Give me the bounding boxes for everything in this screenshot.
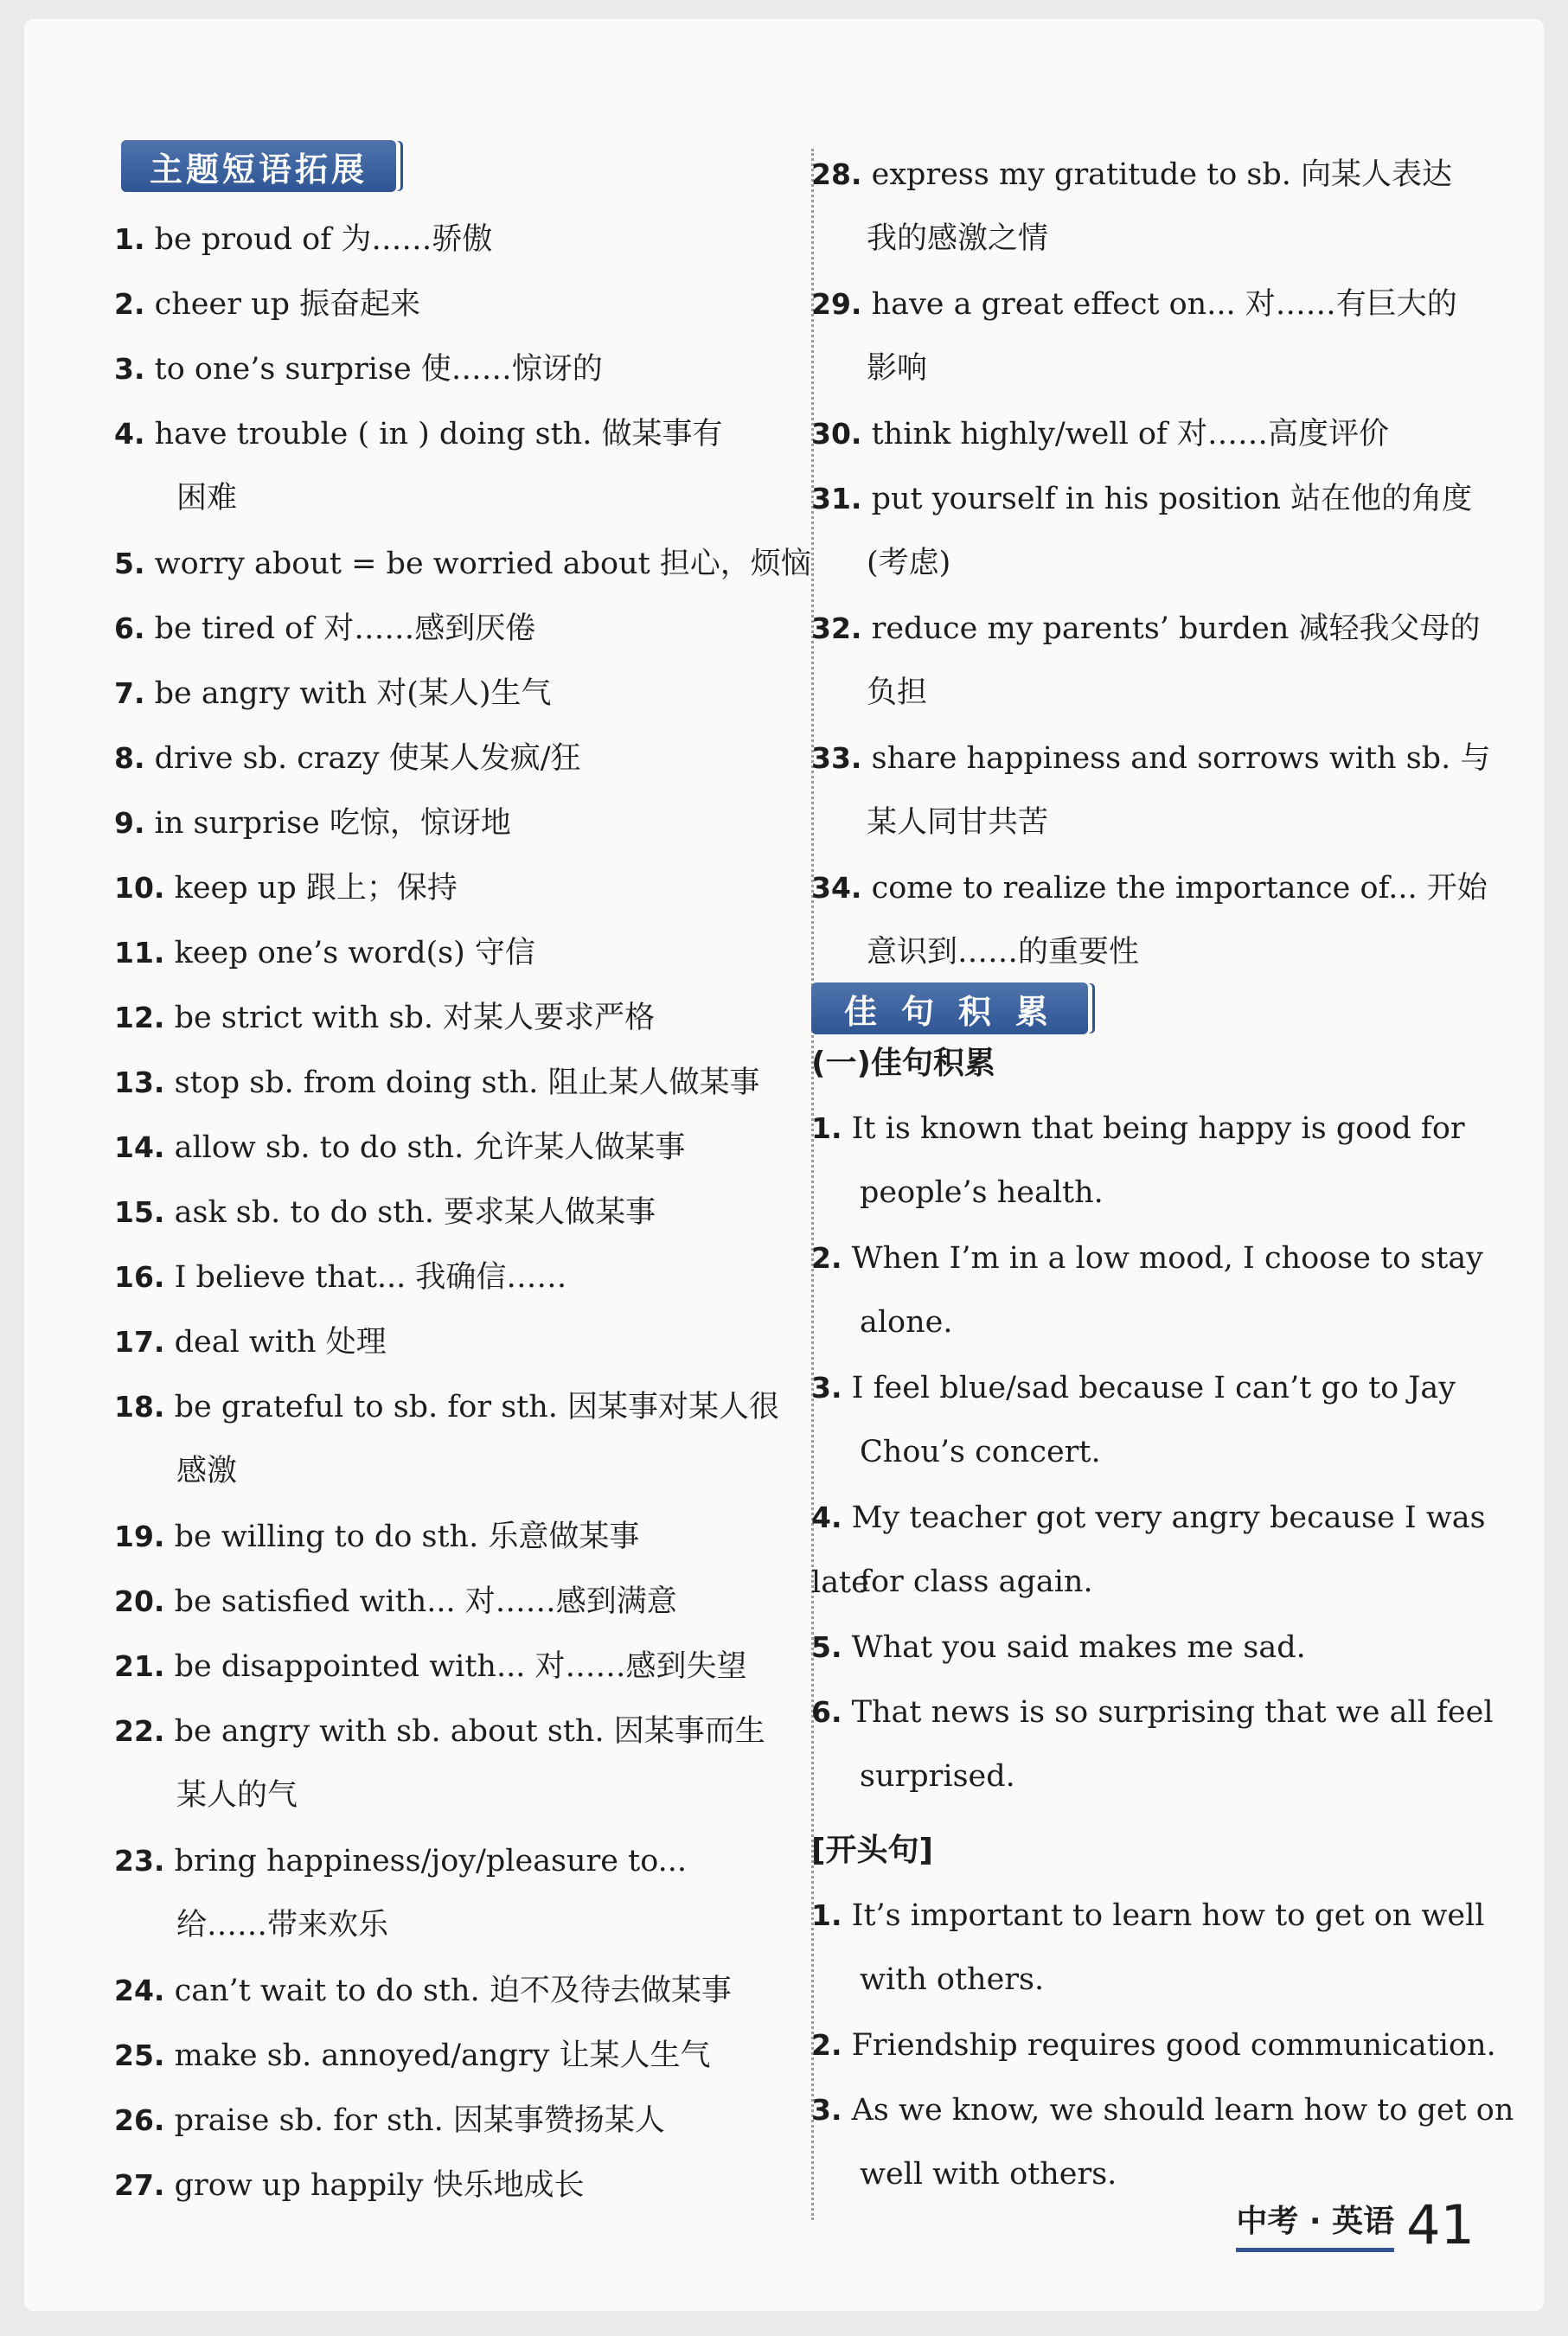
item-continuation: well with others. — [860, 2157, 1117, 2192]
list-item — [114, 985, 655, 1051]
item-text: I feel blue/sad because I can’t go to Jay — [851, 1371, 1456, 1405]
list-item — [114, 1634, 746, 1699]
item-number: 1. — [811, 1111, 842, 1145]
item-text: What you said makes me sad. — [851, 1630, 1306, 1665]
item-continuation: 某人的气 — [176, 1778, 298, 1813]
item-number: 3. — [114, 352, 145, 386]
item-text: As we know, we should learn how to get on — [851, 2093, 1514, 2128]
item-text: keep up 跟上；保持 — [174, 871, 458, 906]
item-number: 2. — [811, 2028, 842, 2062]
page — [24, 19, 1544, 2311]
list-item — [114, 1115, 685, 1181]
item-continuation: 影响 — [867, 351, 928, 386]
item-text: I believe that... 我确信…… — [174, 1260, 567, 1295]
item-continuation: 给……带来欢乐 — [176, 1908, 389, 1942]
list-item — [114, 920, 535, 986]
item-number: 6. — [811, 1695, 842, 1729]
item-number: 16. — [114, 1260, 165, 1294]
item-text: be strict with sb. 对某人要求严格 — [174, 1001, 656, 1035]
list-item — [114, 401, 723, 467]
item-text: put yourself in his position 站在他的角度 — [871, 482, 1473, 516]
item-text: cheer up 振奋起来 — [154, 287, 421, 322]
list-item — [114, 1245, 566, 1310]
list-item — [114, 661, 552, 726]
item-number: 13. — [114, 1066, 165, 1099]
list-item — [114, 790, 511, 856]
list-item — [811, 855, 1488, 921]
item-number: 26. — [114, 2103, 165, 2137]
item-text: drive sb. crazy 使某人发疯/狂 — [154, 741, 581, 776]
item-text: express my gratitude to sb. 向某人表达 — [871, 157, 1453, 192]
item-text: be tired of 对……感到厌倦 — [154, 611, 536, 646]
item-number: 14. — [114, 1130, 165, 1164]
item-text: It is known that being happy is good for — [851, 1111, 1465, 1146]
item-number: 22. — [114, 1714, 165, 1748]
list-item — [114, 855, 458, 921]
item-number: 5. — [811, 1630, 842, 1664]
item-number: 5. — [114, 547, 145, 580]
item-number: 11. — [114, 936, 165, 970]
item-text: That news is so surprising that we all feel — [851, 1695, 1494, 1730]
item-number: 23. — [114, 1844, 165, 1878]
item-number: 4. — [114, 417, 145, 451]
list-item — [811, 466, 1472, 532]
item-text: praise sb. for sth. 因某事赞扬某人 — [174, 2103, 665, 2138]
item-number: 2. — [811, 1241, 842, 1275]
item-text: be satisfied with... 对……感到满意 — [174, 1584, 677, 1619]
item-text: think highly/well of 对……高度评价 — [871, 417, 1390, 451]
item-text: It’s important to learn how to get on well — [851, 1898, 1485, 1933]
list-item — [114, 1050, 760, 1116]
list-item — [811, 1355, 1456, 1421]
list-item — [114, 2153, 584, 2218]
list-item — [811, 401, 1389, 467]
list-item — [114, 1699, 765, 1764]
item-continuation: for class again. — [860, 1565, 1093, 1599]
item-text: have trouble ( in ) doing sth. 做某事有 — [154, 417, 723, 451]
item-text: worry about = be worried about 担心，烦恼 — [154, 547, 811, 581]
item-number: 21. — [114, 1649, 165, 1683]
item-text: to one’s surprise 使……惊讶的 — [154, 352, 603, 387]
item-number: 15. — [114, 1195, 165, 1229]
item-text: be proud of 为……骄傲 — [154, 222, 493, 257]
item-text: deal with 处理 — [174, 1325, 387, 1360]
item-text: grow up happily 快乐地成长 — [174, 2168, 585, 2203]
list-item — [811, 1615, 1306, 1680]
item-number: 32. — [811, 611, 862, 645]
item-continuation: surprised. — [860, 1759, 1015, 1794]
item-text: make sb. annoyed/angry 让某人生气 — [174, 2038, 711, 2073]
item-text: have a great effect on... 对……有巨大的 — [871, 287, 1457, 322]
item-text: stop sb. from doing sth. 阻止某人做某事 — [174, 1066, 760, 1100]
list-item — [114, 1374, 779, 1440]
item-text: reduce my parents’ burden 减轻我父母的 — [871, 611, 1481, 646]
list-item — [811, 142, 1452, 208]
list-item — [114, 272, 420, 337]
item-text: be willing to do sth. 乐意做某事 — [174, 1520, 640, 1554]
item-continuation: Chou’s concert. — [860, 1435, 1101, 1469]
item-number: 4. — [811, 1501, 842, 1534]
page-footer — [1236, 2193, 1475, 2256]
list-item — [811, 1096, 1465, 1162]
item-number: 17. — [114, 1325, 165, 1359]
item-number: 30. — [811, 417, 862, 451]
section-banner-sentences: 佳句积累 — [811, 982, 1088, 1034]
item-text: bring happiness/joy/pleasure to... — [174, 1844, 688, 1878]
item-number: 25. — [114, 2038, 165, 2072]
item-text: Friendship requires good communication. — [851, 2028, 1496, 2063]
item-number: 20. — [114, 1584, 165, 1618]
item-continuation: 我的感激之情 — [867, 221, 1049, 256]
item-continuation: alone. — [860, 1305, 953, 1340]
page-number: 41 — [1406, 2193, 1475, 2256]
list-item — [811, 1226, 1483, 1291]
item-text: When I’m in a low mood, I choose to stay — [851, 1241, 1483, 1276]
item-text: can’t wait to do sth. 迫不及待去做某事 — [174, 1974, 732, 2008]
item-number: 27. — [114, 2168, 165, 2202]
item-number: 18. — [114, 1390, 165, 1424]
item-number: 12. — [114, 1001, 165, 1034]
list-item — [114, 596, 535, 662]
list-item — [811, 596, 1481, 662]
book-title: 中考 · 英语 — [1236, 2197, 1394, 2252]
item-continuation: with others. — [860, 1962, 1045, 1997]
list-item — [114, 1309, 387, 1375]
item-number: 33. — [811, 741, 862, 775]
item-number: 2. — [114, 287, 145, 321]
item-number: 28. — [811, 157, 862, 191]
item-text: share happiness and sorrows with sb. 与 — [871, 741, 1491, 776]
item-number: 10. — [114, 871, 165, 905]
item-number: 29. — [811, 287, 862, 321]
list-item — [114, 1828, 687, 1894]
list-item — [811, 1680, 1494, 1745]
item-text: ask sb. to do sth. 要求某人做某事 — [174, 1195, 656, 1230]
item-text: be grateful to sb. for sth. 因某事对某人很 — [174, 1390, 780, 1424]
item-continuation: 负担 — [867, 675, 928, 710]
item-number: 19. — [114, 1520, 165, 1553]
list-item — [114, 726, 581, 791]
item-continuation: 感激 — [176, 1454, 238, 1488]
list-item — [114, 207, 492, 272]
item-text: keep one’s word(s) 守信 — [174, 936, 535, 970]
list-item — [811, 2077, 1514, 2143]
item-number: 24. — [114, 1974, 165, 2007]
item-continuation: 意识到……的重要性 — [867, 935, 1140, 970]
section-banner-phrases: 主题短语拓展 — [121, 140, 396, 192]
item-number: 6. — [114, 611, 145, 645]
item-text: be angry with 对(某人)生气 — [154, 676, 552, 711]
list-item — [114, 1504, 639, 1570]
list-item — [811, 272, 1457, 337]
item-number: 1. — [114, 222, 145, 256]
list-item — [811, 726, 1490, 791]
list-item — [811, 1883, 1485, 1949]
item-number: 8. — [114, 741, 145, 775]
list-item — [114, 1180, 656, 1245]
list-item — [114, 2023, 710, 2089]
item-continuation: (考虑) — [867, 546, 951, 580]
item-number: 9. — [114, 806, 145, 840]
list-item — [114, 531, 811, 597]
list-item — [114, 1569, 677, 1635]
item-number: 3. — [811, 1371, 842, 1405]
item-number: 31. — [811, 482, 862, 515]
item-text: be angry with sb. about sth. 因某事而生 — [174, 1714, 765, 1749]
item-number: 1. — [811, 1898, 842, 1932]
item-text: in surprise 吃惊，惊讶地 — [154, 806, 511, 841]
item-continuation: 某人同甘共苦 — [867, 805, 1049, 840]
list-item — [114, 2088, 665, 2154]
item-text: allow sb. to do sth. 允许某人做某事 — [174, 1130, 686, 1165]
sentence-subtitle: (一)佳句积累 — [811, 1046, 995, 1081]
item-continuation: people’s health. — [860, 1175, 1104, 1210]
opening-subtitle: [开头句] — [811, 1833, 933, 1868]
list-item — [811, 2013, 1496, 2078]
item-number: 7. — [114, 676, 145, 710]
list-item — [114, 336, 603, 402]
item-number: 34. — [811, 871, 862, 905]
item-text: come to realize the importance of... 开始 — [871, 871, 1488, 906]
item-text: My teacher got very angry because I was late — [811, 1501, 1486, 1600]
list-item — [114, 1958, 732, 2024]
item-number: 3. — [811, 2093, 842, 2127]
item-text: be disappointed with... 对……感到失望 — [174, 1649, 747, 1684]
item-continuation: 困难 — [176, 481, 238, 515]
